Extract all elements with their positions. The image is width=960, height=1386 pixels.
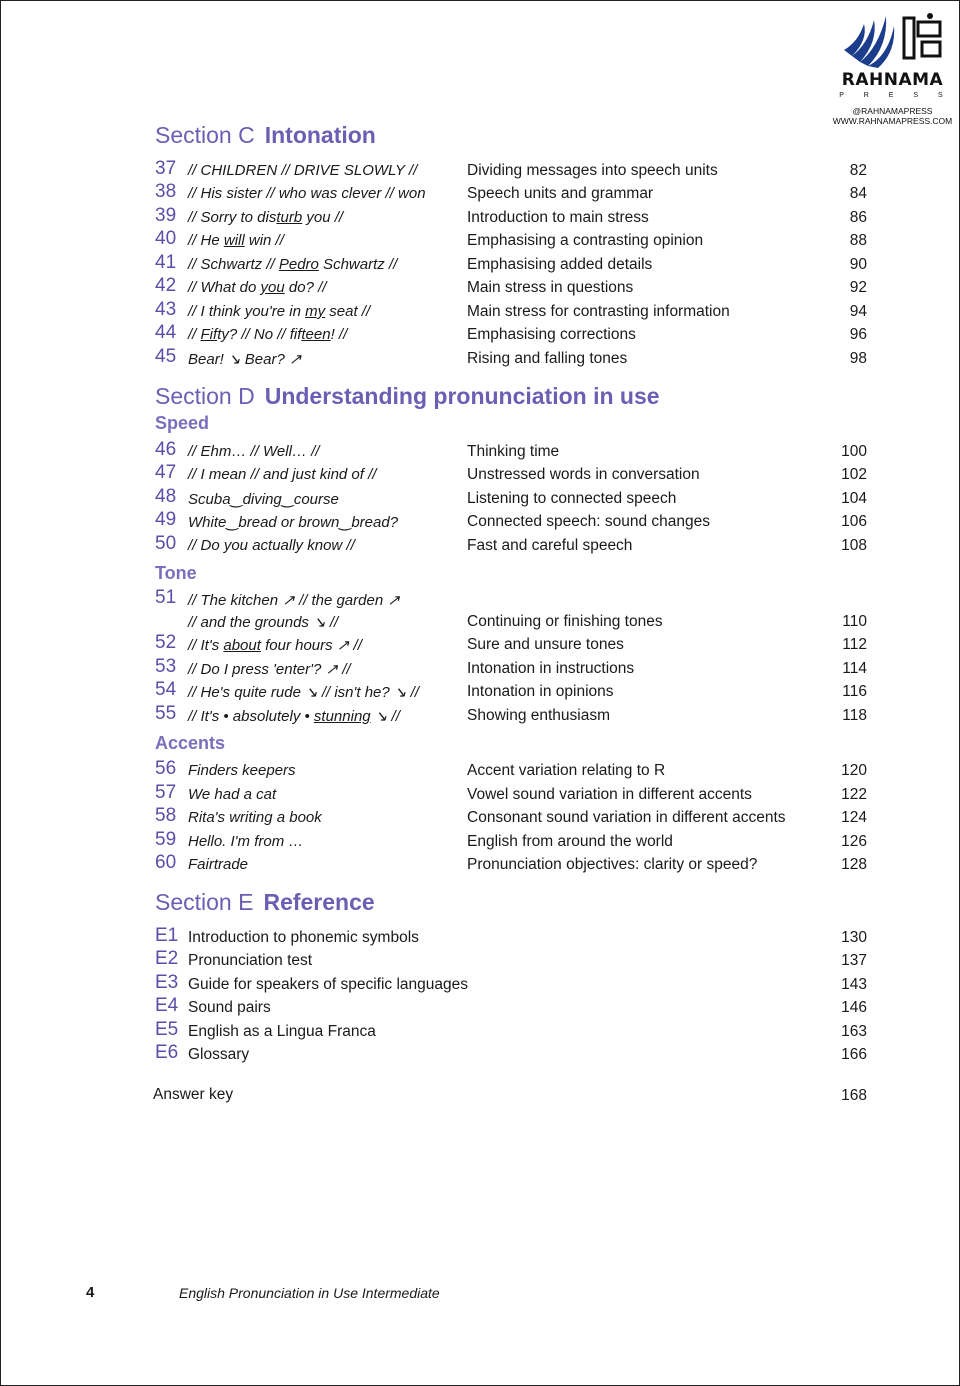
reference-title[interactable]: Guide for speakers of specific languages bbox=[188, 976, 469, 993]
unit-title[interactable]: Main stress for contrasting information bbox=[467, 303, 730, 320]
page-number: 118 bbox=[842, 707, 867, 724]
unit-phrase: // Schwartz // Pedro Schwartz // bbox=[188, 256, 398, 273]
unit-number: 41 bbox=[155, 252, 177, 273]
page-number: 168 bbox=[841, 1087, 867, 1104]
unit-phrase: // Fifty? // No // fifteen! // bbox=[188, 326, 348, 343]
unit-title[interactable]: Emphasising corrections bbox=[467, 326, 636, 343]
unit-title[interactable]: Intonation in opinions bbox=[467, 683, 614, 700]
toc-row bbox=[0, 758, 960, 783]
unit-title[interactable]: English from around the world bbox=[467, 833, 673, 850]
reference-title[interactable]: Introduction to phonemic symbols bbox=[188, 929, 419, 946]
footer-page-number: 4 bbox=[86, 1284, 95, 1301]
toc-row bbox=[0, 829, 960, 854]
unit-title[interactable]: Vowel sound variation in different accents bbox=[467, 786, 752, 803]
publisher-logo bbox=[830, 12, 955, 126]
page-number: 88 bbox=[849, 232, 867, 249]
unit-phrase: Hello. I'm from … bbox=[188, 833, 304, 850]
unit-number: 37 bbox=[155, 158, 177, 179]
page-number: 104 bbox=[841, 490, 867, 507]
page-number: 122 bbox=[841, 786, 867, 803]
unit-phrase: Rita's writing a book bbox=[188, 809, 322, 826]
toc-row bbox=[0, 948, 960, 973]
toc-row bbox=[0, 656, 960, 681]
unit-title[interactable]: Continuing or finishing tones bbox=[467, 613, 663, 630]
toc-row bbox=[0, 275, 960, 300]
page-number: 124 bbox=[841, 809, 867, 826]
page-number: 110 bbox=[842, 613, 867, 630]
toc-row bbox=[0, 679, 960, 704]
unit-title[interactable]: Rising and falling tones bbox=[467, 350, 628, 367]
unit-phrase: We had a cat bbox=[188, 786, 277, 803]
unit-phrase: // What do you do? // bbox=[188, 279, 327, 296]
unit-phrase: // He will win // bbox=[188, 232, 284, 249]
subsection-accents: Accents bbox=[155, 733, 226, 753]
unit-number: 46 bbox=[155, 439, 177, 460]
unit-title[interactable]: Pronunciation objectives: clarity or speed? bbox=[467, 856, 758, 873]
page-number: 143 bbox=[841, 976, 867, 993]
page-number: 100 bbox=[841, 443, 867, 460]
toc-row bbox=[0, 587, 960, 612]
unit-number: 58 bbox=[155, 805, 177, 826]
unit-phrase-continued: // and the grounds ↘ // bbox=[188, 614, 339, 631]
page-number: 114 bbox=[842, 660, 867, 677]
brand-website: WWW.RAHNAMAPRESS.COM bbox=[832, 116, 953, 126]
toc-row bbox=[0, 995, 960, 1020]
unit-title[interactable]: Showing enthusiasm bbox=[467, 707, 611, 724]
toc-row bbox=[0, 805, 960, 830]
unit-number: 48 bbox=[155, 486, 177, 507]
section-e-heading bbox=[155, 889, 375, 916]
section-label: Section C bbox=[155, 122, 255, 148]
toc-row bbox=[0, 612, 960, 634]
page-number: 96 bbox=[849, 326, 867, 343]
section-d-heading bbox=[155, 383, 660, 410]
unit-number: 51 bbox=[155, 587, 177, 608]
unit-number: 57 bbox=[155, 782, 177, 803]
unit-number: 50 bbox=[155, 533, 177, 554]
unit-number: 38 bbox=[155, 181, 177, 202]
unit-title[interactable]: Dividing messages into speech units bbox=[467, 162, 718, 179]
unit-number: 44 bbox=[155, 322, 177, 343]
toc-row bbox=[0, 533, 960, 558]
toc-row bbox=[0, 1042, 960, 1067]
unit-phrase: // I mean // and just kind of // bbox=[188, 466, 377, 483]
footer-book-title: English Pronunciation in Use Intermediate bbox=[179, 1285, 440, 1301]
toc-row bbox=[0, 228, 960, 253]
page-number: 102 bbox=[841, 466, 867, 483]
reference-number: E4 bbox=[155, 995, 179, 1016]
unit-number: 55 bbox=[155, 703, 177, 724]
unit-title[interactable]: Emphasising added details bbox=[467, 256, 653, 273]
unit-phrase: // CHILDREN // DRIVE SLOWLY // bbox=[188, 162, 418, 179]
reference-number: E3 bbox=[155, 972, 179, 993]
unit-number: 52 bbox=[155, 632, 177, 653]
toc-row-answer-key bbox=[0, 1086, 960, 1108]
subsection-speed: Speed bbox=[155, 413, 210, 433]
unit-title[interactable]: Unstressed words in conversation bbox=[467, 466, 700, 483]
section-title: Intonation bbox=[264, 122, 376, 148]
unit-number: 54 bbox=[155, 679, 177, 700]
unit-title[interactable]: Intonation in instructions bbox=[467, 660, 635, 677]
page-number: 90 bbox=[849, 256, 867, 273]
toc-row bbox=[0, 181, 960, 206]
section-title: Reference bbox=[263, 889, 375, 915]
page-number: 116 bbox=[842, 683, 867, 700]
unit-phrase: Fairtrade bbox=[188, 856, 249, 873]
unit-phrase: // Do I press 'enter'? ↗ // bbox=[188, 661, 351, 678]
toc-row bbox=[0, 782, 960, 807]
brand-subtitle: P R E S S bbox=[839, 92, 952, 99]
unit-phrase: Scuba‿diving‿course bbox=[188, 491, 339, 508]
unit-phrase: // Do you actually know // bbox=[188, 537, 355, 554]
toc-row bbox=[0, 346, 960, 371]
unit-phrase: // Ehm… // Well… // bbox=[188, 443, 320, 460]
unit-number: 42 bbox=[155, 275, 177, 296]
reference-title[interactable]: Pronunciation test bbox=[188, 952, 313, 969]
page-number: 112 bbox=[842, 636, 867, 653]
toc-row bbox=[0, 158, 960, 183]
unit-number: 45 bbox=[155, 346, 177, 367]
toc-row bbox=[0, 486, 960, 511]
unit-title[interactable]: Consonant sound variation in different accents bbox=[467, 809, 786, 826]
unit-number: 47 bbox=[155, 462, 177, 483]
section-title: Understanding pronunciation in use bbox=[264, 383, 660, 409]
page-number: 106 bbox=[841, 513, 867, 530]
brand-handle: @RAHNAMAPRESS bbox=[852, 106, 933, 116]
unit-phrase: // His sister // who was clever // won bbox=[188, 185, 426, 202]
page-number: 146 bbox=[841, 999, 867, 1016]
unit-phrase: // The kitchen ↗ // the garden ↗ bbox=[188, 592, 400, 609]
toc-row bbox=[0, 972, 960, 997]
reference-title[interactable]: English as a Lingua Franca bbox=[188, 1023, 376, 1040]
toc-row bbox=[0, 462, 960, 487]
page-number: 166 bbox=[841, 1046, 867, 1063]
unit-title[interactable]: Emphasising a contrasting opinion bbox=[467, 232, 704, 249]
unit-title[interactable]: Connected speech: sound changes bbox=[467, 513, 711, 530]
toc-row bbox=[0, 322, 960, 347]
unit-number: 39 bbox=[155, 205, 177, 226]
unit-number: 60 bbox=[155, 852, 177, 873]
unit-number: 53 bbox=[155, 656, 177, 677]
unit-title[interactable]: Accent variation relating to R bbox=[467, 762, 666, 779]
rahnama-logo-icon bbox=[838, 12, 948, 68]
page-number: 94 bbox=[849, 303, 867, 320]
page-number: 84 bbox=[849, 185, 867, 202]
unit-phrase: Finders keepers bbox=[188, 762, 296, 779]
toc-row bbox=[0, 925, 960, 950]
reference-number: E1 bbox=[155, 925, 179, 946]
reference-title[interactable]: Sound pairs bbox=[188, 999, 271, 1016]
unit-number: 56 bbox=[155, 758, 177, 779]
toc-row bbox=[0, 299, 960, 324]
unit-phrase: // It's • absolutely • stunning ↘ // bbox=[188, 708, 400, 725]
unit-title[interactable]: Thinking time bbox=[467, 443, 560, 460]
toc-row bbox=[0, 252, 960, 277]
reference-title[interactable]: Glossary bbox=[188, 1046, 250, 1063]
unit-title[interactable]: Fast and careful speech bbox=[467, 537, 633, 554]
page-number: 137 bbox=[841, 952, 867, 969]
reference-number: E2 bbox=[155, 948, 179, 969]
subsection-tone: Tone bbox=[155, 563, 197, 583]
unit-title[interactable]: Speech units and grammar bbox=[467, 185, 654, 202]
page-number: 120 bbox=[841, 762, 867, 779]
unit-number: 59 bbox=[155, 829, 177, 850]
section-c-heading bbox=[155, 122, 376, 149]
page-number: 130 bbox=[841, 929, 867, 946]
toc-row bbox=[0, 703, 960, 728]
toc-row bbox=[0, 1019, 960, 1044]
section-label: Section E bbox=[155, 889, 254, 915]
toc-row bbox=[0, 632, 960, 657]
page-number: 92 bbox=[849, 279, 867, 296]
brand-name: RAHNAMA bbox=[841, 70, 944, 90]
reference-number: E6 bbox=[155, 1042, 179, 1063]
unit-number: 43 bbox=[155, 299, 177, 320]
unit-title[interactable]: Listening to connected speech bbox=[467, 490, 677, 507]
reference-number: E5 bbox=[155, 1019, 179, 1040]
unit-title[interactable]: Introduction to main stress bbox=[467, 209, 649, 226]
unit-phrase: // He's quite rude ↘ // isn't he? ↘ // bbox=[188, 684, 419, 701]
toc-row bbox=[0, 509, 960, 534]
toc-row bbox=[0, 205, 960, 230]
toc-row bbox=[0, 852, 960, 877]
page-number: 126 bbox=[841, 833, 867, 850]
toc-row bbox=[0, 439, 960, 464]
section-label: Section D bbox=[155, 383, 255, 409]
unit-phrase: // It's about four hours ↗ // bbox=[188, 637, 362, 654]
unit-phrase: // Sorry to disturb you // bbox=[188, 209, 344, 226]
unit-phrase: // I think you're in my seat // bbox=[188, 303, 371, 320]
unit-title[interactable]: Sure and unsure tones bbox=[467, 636, 624, 653]
unit-number: 40 bbox=[155, 228, 177, 249]
unit-number: 49 bbox=[155, 509, 177, 530]
page-number: 82 bbox=[849, 162, 867, 179]
unit-phrase: Bear! ↘ Bear? ↗ bbox=[188, 351, 302, 368]
page-number: 86 bbox=[849, 209, 867, 226]
page-number: 163 bbox=[841, 1023, 867, 1040]
page-number: 98 bbox=[849, 350, 867, 367]
answer-key-label[interactable]: Answer key bbox=[153, 1086, 234, 1103]
unit-phrase: White‿bread or brown‿bread? bbox=[188, 514, 399, 531]
page-number: 108 bbox=[841, 537, 867, 554]
unit-title[interactable]: Main stress in questions bbox=[467, 279, 634, 296]
page-number: 128 bbox=[841, 856, 867, 873]
